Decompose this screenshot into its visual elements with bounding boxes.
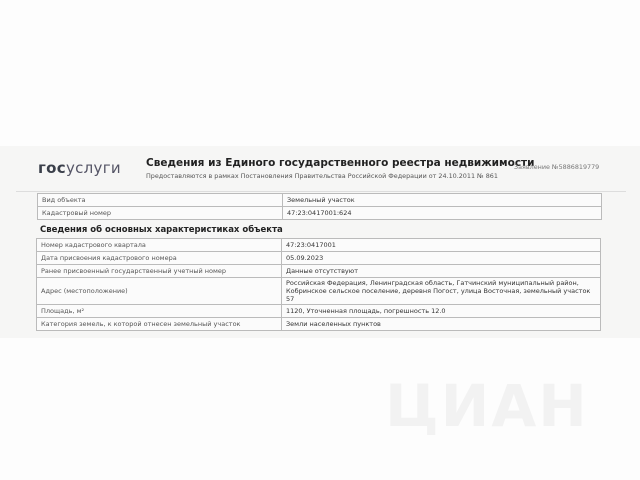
table-row: [38, 194, 602, 207]
logo-part-light: услуги: [65, 159, 121, 177]
row-value: Земли населенных пунктов: [282, 318, 601, 331]
row-label: Площадь, м²: [37, 305, 282, 318]
row-label: Кадастровый номер: [38, 207, 283, 220]
gosuslugi-logo: [38, 159, 121, 177]
row-value: Российская Федерация, Ленинградская область, Гатчинский муниципальный район, Кобринское сельское поселение, деревня Погост, улица Восточная, земельный участок 57: [282, 278, 601, 305]
row-value: Земельный участок: [283, 194, 602, 207]
section-title: Сведения об основных характеристиках объекта: [40, 225, 283, 235]
document-subtitle: Предоставляются в рамках Постановления Правительства Российской Федерации от 24.10.2011 № 861: [146, 172, 498, 180]
row-value: 47:23:0417001: [282, 239, 601, 252]
application-number: Заявление №5886819779: [514, 163, 600, 171]
document-title: Сведения из Единого государственного реестра недвижимости: [146, 157, 535, 169]
header-divider: [16, 191, 626, 192]
table-row: [38, 207, 602, 220]
row-value: 1120, Уточненная площадь, погрешность 12.0: [282, 305, 601, 318]
row-value: 05.09.2023: [282, 252, 601, 265]
characteristics-table: [36, 238, 601, 331]
row-label: Категория земель, к которой отнесен земельный участок: [37, 318, 282, 331]
logo-part-bold: гос: [38, 159, 66, 177]
row-label: Номер кадастрового квартала: [37, 239, 282, 252]
row-label: Дата присвоения кадастрового номера: [37, 252, 282, 265]
row-label: Вид объекта: [38, 194, 283, 207]
table-row: [37, 278, 601, 305]
watermark: ЦИАН: [385, 372, 589, 440]
table-row: [37, 318, 601, 331]
row-label: Ранее присвоенный государственный учетный номер: [37, 265, 282, 278]
table-row: [37, 265, 601, 278]
object-table: [37, 193, 602, 220]
row-value: 47:23:0417001:624: [283, 207, 602, 220]
table-row: [37, 252, 601, 265]
row-label: Адрес (местоположение): [37, 278, 282, 305]
row-value: Данные отсутствуют: [282, 265, 601, 278]
table-row: [37, 305, 601, 318]
table-row: [37, 239, 601, 252]
